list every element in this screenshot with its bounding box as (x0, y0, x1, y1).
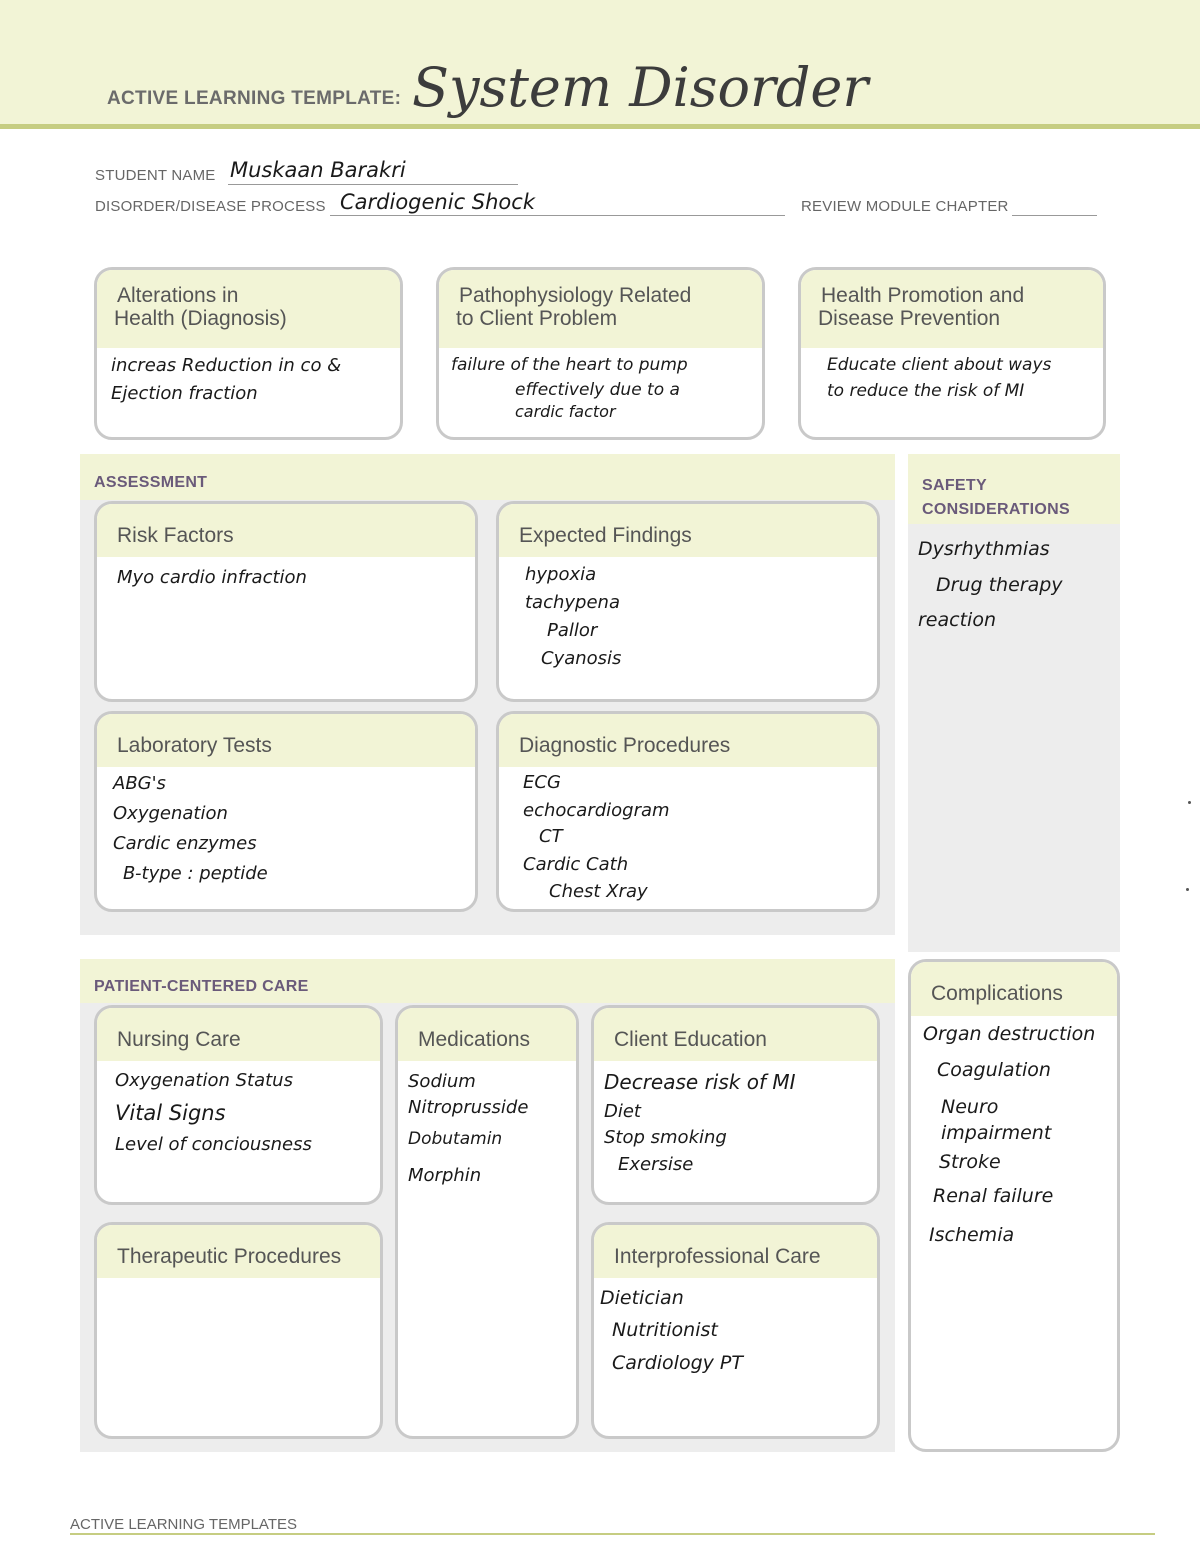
safety-line: Drug therapy (936, 574, 1063, 596)
template-label: ACTIVE LEARNING TEMPLATE: (107, 88, 402, 109)
laboratory-tests-box[interactable] (94, 711, 478, 912)
safety-line: reaction (918, 609, 996, 631)
expected-findings-line: Cyanosis (541, 648, 622, 669)
diagnostic-procedures-line: Chest Xray (549, 881, 648, 902)
interprofessional-care-line: Cardiology PT (612, 1352, 743, 1374)
risk-factors-line: Myo cardio infraction (117, 567, 307, 588)
interprofessional-care-box[interactable] (591, 1222, 880, 1439)
interprofessional-care-title: Interprofessional Care (594, 1225, 877, 1278)
expected-findings-line: tachypena (525, 592, 620, 613)
nursing-care-line: Oxygenation Status (115, 1070, 293, 1091)
diagnostic-procedures-line: ECG (523, 772, 561, 793)
safety-line: Dysrhythmias (918, 538, 1050, 560)
client-education-line: Decrease risk of MI (604, 1070, 796, 1094)
complications-title: Complications (911, 962, 1117, 1016)
client-education-line: Exersise (618, 1154, 694, 1175)
stray-dot (1188, 801, 1191, 804)
pathophysiology-line: effectively due to a (515, 380, 680, 400)
complications-line: impairment (941, 1122, 1052, 1144)
pathophysiology-line: failure of the heart to pump (451, 355, 688, 375)
chapter-label: REVIEW MODULE CHAPTER (801, 198, 1009, 215)
disorder-label: DISORDER/DISEASE PROCESS (95, 198, 326, 215)
health-promotion-title-1: Health Promotion and (821, 284, 1025, 307)
safety-panel[interactable] (908, 454, 1120, 952)
alterations-title-2: Health (Diagnosis) (114, 307, 287, 330)
medications-line: Nitroprusside (408, 1097, 529, 1118)
assessment-label: ASSESSMENT (94, 474, 208, 491)
diagnostic-procedures-title: Diagnostic Procedures (499, 714, 877, 767)
diagnostic-procedures-line: echocardiogram (523, 800, 670, 821)
expected-findings-line: Pallor (547, 620, 598, 641)
pathophysiology-line: cardic factor (515, 402, 616, 421)
client-education-line: Stop smoking (604, 1127, 727, 1148)
expected-findings-box[interactable] (496, 501, 880, 702)
alterations-title-1: Alterations in (117, 284, 239, 307)
complications-line: Neuro (941, 1096, 999, 1118)
diagnostic-procedures-line: CT (539, 826, 563, 847)
nursing-care-line: Vital Signs (115, 1101, 226, 1125)
risk-factors-box[interactable] (94, 501, 478, 702)
expected-findings-line: hypoxia (525, 564, 597, 585)
student-name-label: STUDENT NAME (95, 167, 216, 184)
expected-findings-title: Expected Findings (499, 504, 877, 557)
nursing-care-line: Level of conciousness (115, 1134, 312, 1155)
health-promotion-box[interactable] (798, 267, 1106, 440)
complications-line: Coagulation (937, 1059, 1051, 1081)
pathophysiology-title-2: to Client Problem (456, 307, 618, 330)
laboratory-tests-line: Oxygenation (113, 803, 228, 824)
disorder-value[interactable]: Cardiogenic Shock (340, 190, 535, 214)
template-title: System Disorder (412, 56, 869, 119)
laboratory-tests-line: Cardic enzymes (113, 833, 257, 854)
alterations-line: increas Reduction in co & (111, 355, 342, 376)
medications-title: Medications (398, 1008, 576, 1061)
laboratory-tests-line: B-type : peptide (123, 863, 268, 884)
medications-box[interactable] (395, 1005, 579, 1439)
stray-dot (1186, 888, 1189, 891)
diagnostic-procedures-line: Cardic Cath (523, 854, 629, 875)
disorder-line (330, 215, 785, 216)
complications-line: Stroke (939, 1151, 1001, 1173)
complications-line: Ischemia (929, 1224, 1015, 1246)
nursing-care-box[interactable] (94, 1005, 383, 1205)
safety-notes[interactable] (918, 530, 1063, 638)
health-promotion-title-2: Disease Prevention (818, 307, 1001, 330)
alterations-box[interactable] (94, 267, 403, 440)
nursing-care-title: Nursing Care (97, 1008, 380, 1061)
safety-label (922, 474, 1070, 522)
student-name-value[interactable]: Muskaan Barakri (230, 158, 406, 182)
health-promotion-line: Educate client about ways (827, 355, 1052, 375)
complications-line: Renal failure (933, 1185, 1054, 1207)
laboratory-tests-title: Laboratory Tests (97, 714, 475, 767)
pathophysiology-box[interactable] (436, 267, 765, 440)
laboratory-tests-line: ABG's (113, 773, 166, 794)
footer-label: ACTIVE LEARNING TEMPLATES (70, 1516, 297, 1533)
diagnostic-procedures-box[interactable] (496, 711, 880, 912)
risk-factors-title: Risk Factors (97, 504, 475, 557)
client-education-title: Client Education (594, 1008, 877, 1061)
client-education-line: Diet (604, 1101, 641, 1122)
therapeutic-procedures-box[interactable] (94, 1222, 383, 1439)
complications-line: Organ destruction (923, 1023, 1096, 1045)
health-promotion-line: to reduce the risk of MI (827, 381, 1025, 401)
medications-line: Sodium (408, 1071, 476, 1092)
therapeutic-procedures-title: Therapeutic Procedures (97, 1225, 380, 1278)
interprofessional-care-line: Dietician (600, 1287, 684, 1309)
patient-care-label: PATIENT-CENTERED CARE (94, 978, 309, 995)
medications-line: Dobutamin (408, 1129, 503, 1149)
alterations-line: Ejection fraction (111, 383, 258, 404)
safety-label-2: CONSIDERATIONS (922, 501, 1070, 518)
client-education-box[interactable] (591, 1005, 880, 1205)
student-name-line (228, 184, 518, 185)
chapter-line[interactable] (1012, 215, 1097, 216)
interprofessional-care-line: Nutritionist (612, 1319, 718, 1341)
pathophysiology-title-1: Pathophysiology Related (459, 284, 692, 307)
footer-rule (70, 1533, 1155, 1535)
header-rule (0, 124, 1200, 129)
complications-box[interactable] (908, 959, 1120, 1452)
medications-line: Morphin (408, 1165, 482, 1186)
safety-label-1: SAFETY (922, 477, 987, 494)
